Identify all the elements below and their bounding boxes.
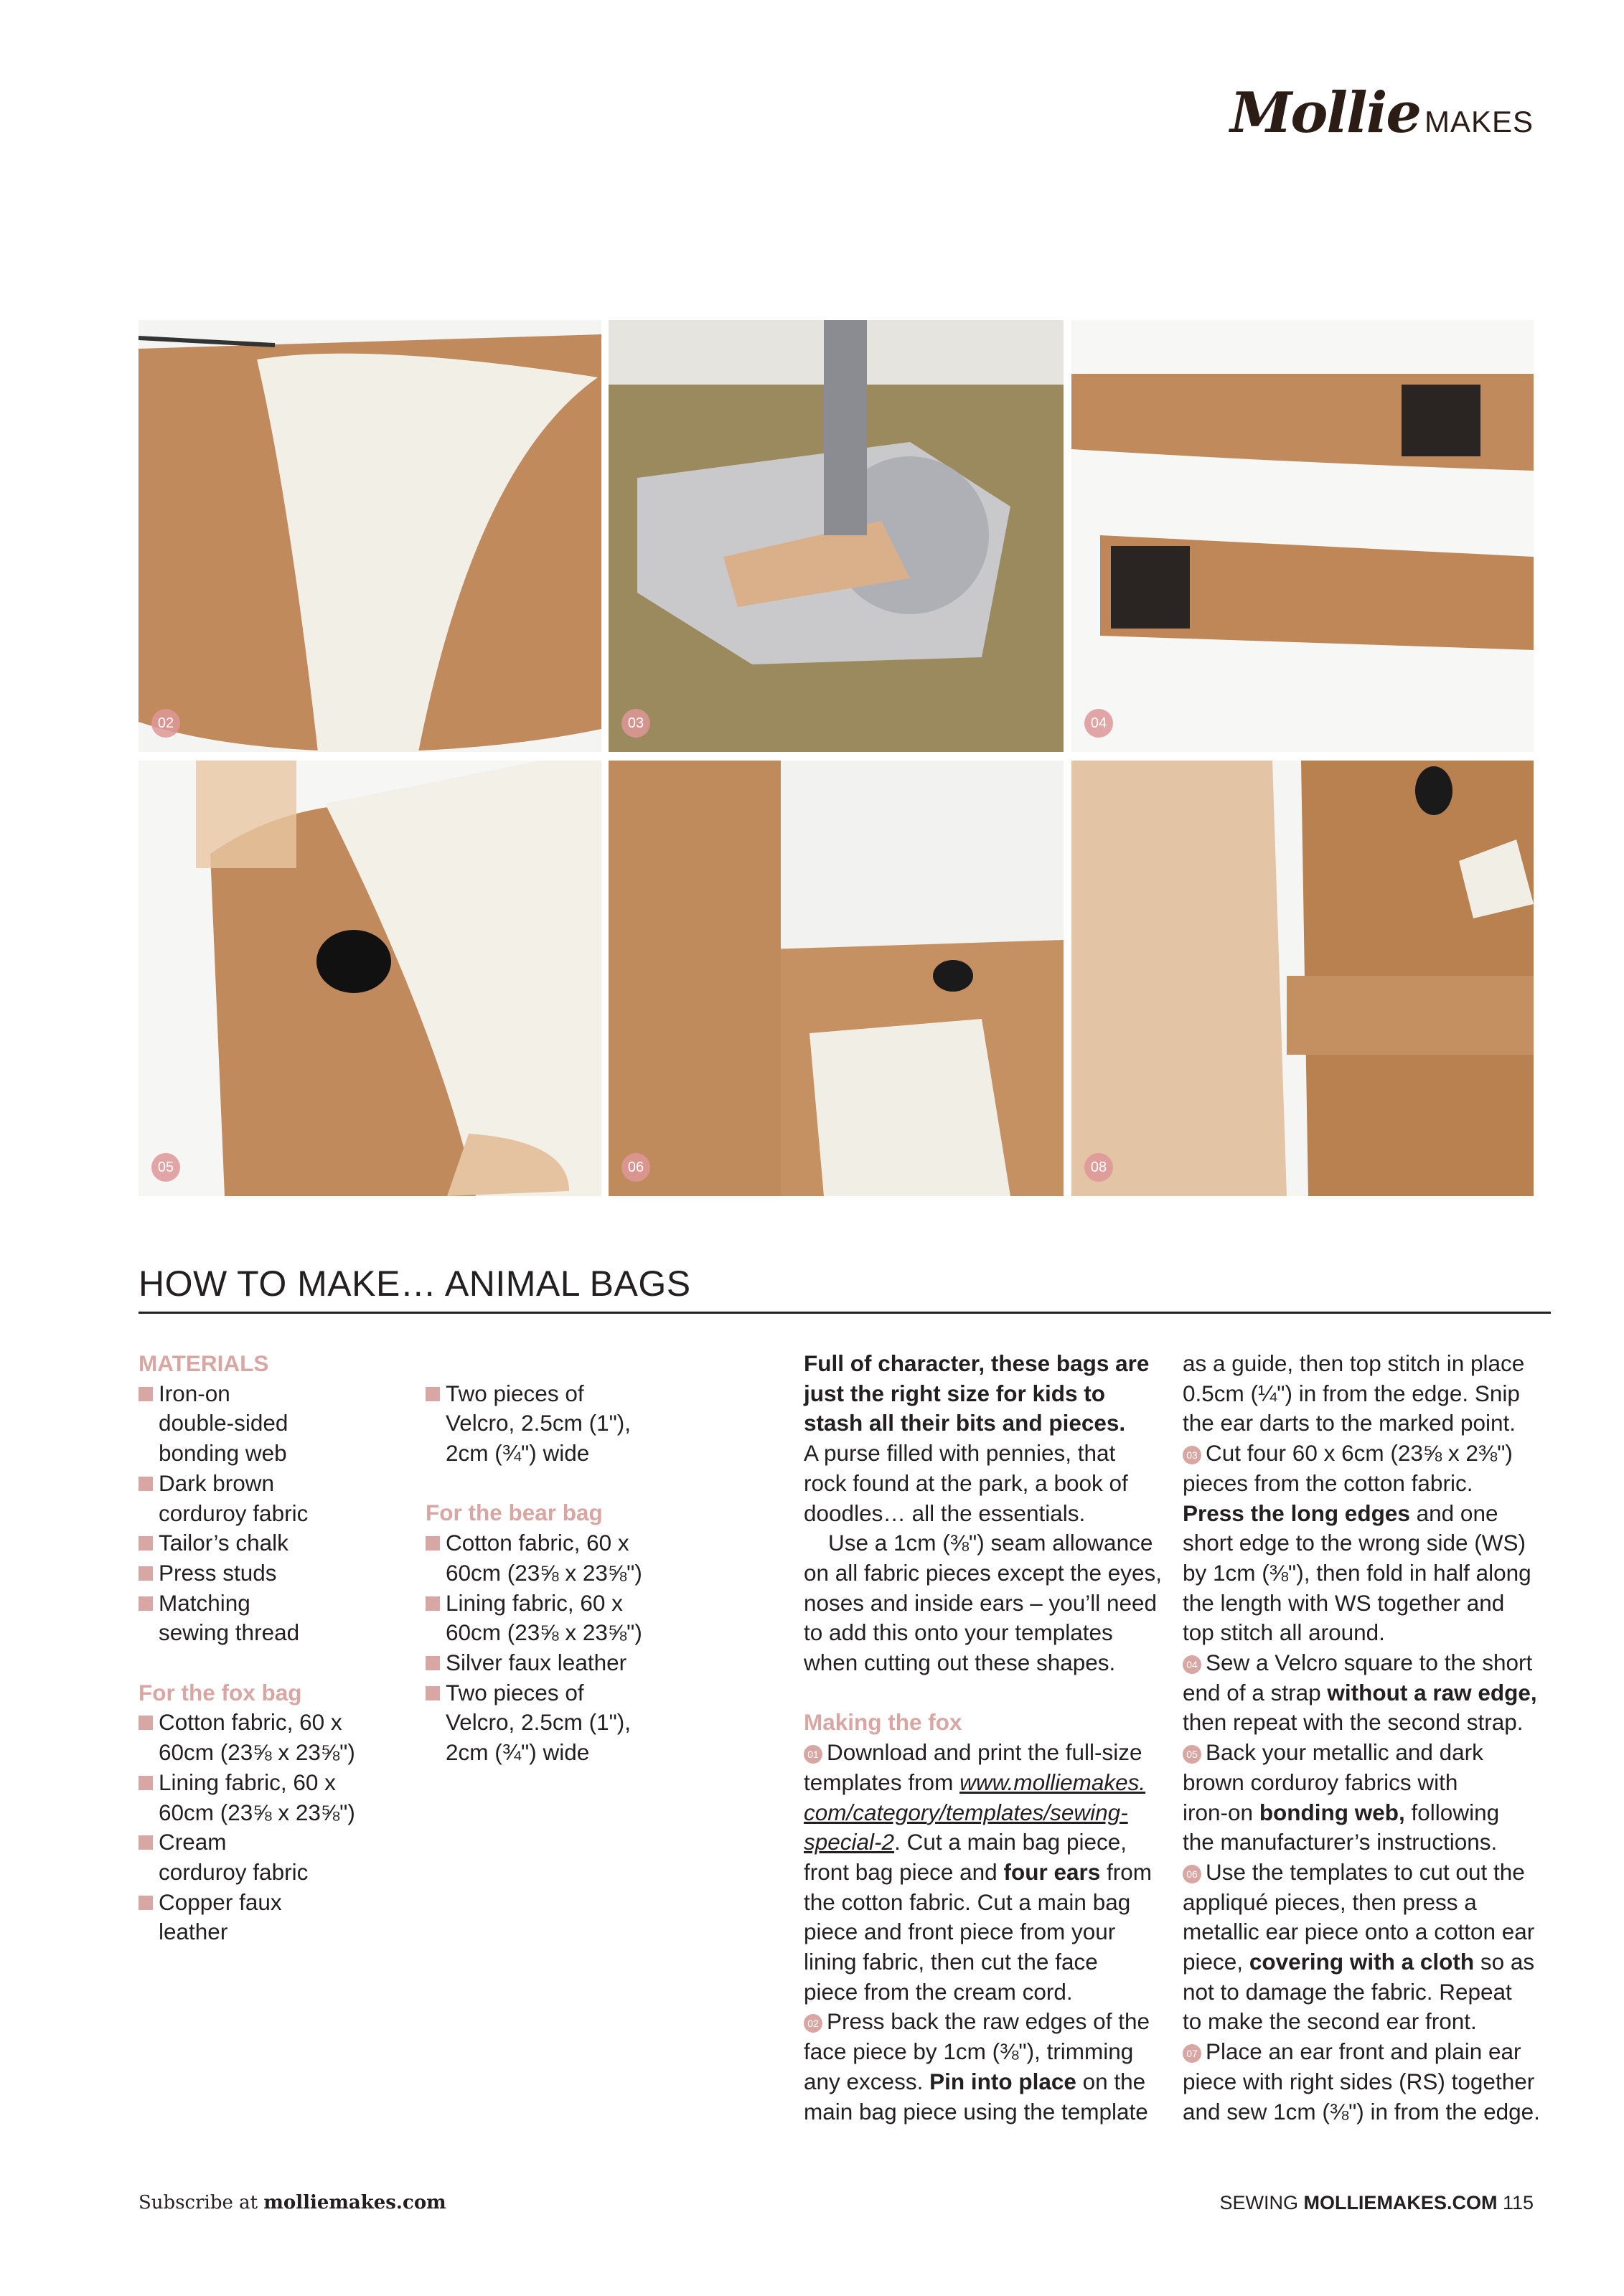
step-number-icon: 07 [1183, 2044, 1201, 2063]
photo-step-06 [609, 761, 1064, 1196]
instructions-column-2: as a guide, then top stitch in place 0.5cm (¼") in from the edge. Snip the ear darts to the marked point. 03 Cut four 60 x 6cm (23⅝ x 2⅜") pieces from the cotton fabric. Press the long edges and one short edge to the wrong side (WS) by 1cm (⅜"), then fold in half along the length with WS together and top stitch all around. 04 Sew a Velcro square to the short end of a strap without a raw edge, then repeat with the second strap. 05 Back your metallic and dark brown corduroy fabrics with iron-on bonding web, following the manufacturer’s instructions. 06 Use the templates to cut out the appliqué pieces, then press a metallic ear piece onto a cotton ear piece, covering with a cloth so as not to damage the fabric. Repeat to make the second ear front. 07 Place an ear front and plain ear piece with right sides (RS) together and sew 1cm (⅜") in from the edge. [1183, 1349, 1556, 2127]
footer-site-link[interactable]: molliemakes.com [263, 2192, 446, 2213]
materials-title: MATERIALS [139, 1350, 269, 1376]
step-02: 02 Press back the raw edges of the face piece by 1cm (⅜"), trimming any excess. Pin into place on the main bag piece using the template [804, 2008, 1150, 2125]
step-number-icon: 01 [804, 1745, 822, 1764]
intro-seam: Use a 1cm (⅜") seam allowance on all fabric pieces except the eyes, noses and inside ears – you’ll need to add this onto your templates when cutting out these shapes. [804, 1530, 1163, 1676]
step-number-icon: 06 [1183, 1865, 1201, 1883]
step-06: 06 Use the templates to cut out the appliqué pieces, then press a metallic ear piece onto a cotton ear piece, covering with a cloth so as not to damage the fabric. Repeat to make the second ear front. [1183, 1858, 1535, 2035]
logo-word: MAKES [1424, 105, 1534, 138]
photo-number: 03 [621, 709, 650, 738]
list-item: Tailor’s chalk [139, 1528, 418, 1558]
making-title: Making the fox [804, 1709, 962, 1736]
intro-lead: Full of character, these bags are just the right size for kids to stash all their bits and pieces. [804, 1350, 1150, 1436]
step-05: 05 Back your metallic and dark brown corduroy fabrics with iron-on bonding web, following the manufacturer’s instructions. [1183, 1739, 1500, 1855]
list-item: Lining fabric, 60 x 60cm (23⅝ x 23⅝") [426, 1589, 705, 1648]
step-number-icon: 03 [1183, 1446, 1201, 1464]
list-item: Cotton fabric, 60 x 60cm (23⅝ x 23⅝") [426, 1528, 705, 1588]
list-item: Copper faux leather [139, 1888, 418, 1947]
list-item: Press studs [139, 1558, 418, 1589]
step-number-icon: 04 [1183, 1655, 1201, 1674]
step-07: 07 Place an ear front and plain ear piece with right sides (RS) together and sew 1cm (⅜") in from the edge. [1183, 2038, 1540, 2125]
intro-body: A purse filled with pennies, that rock found at the park, a book of doodles… all the essentials. [804, 1440, 1128, 1526]
footer-subscribe: Subscribe at molliemakes.com [139, 2192, 446, 2213]
photo-step-03 [609, 320, 1064, 752]
fox-extra-list [426, 1379, 705, 1469]
list-item: Two pieces of Velcro, 2.5cm (1"), 2cm (¾") wide [426, 1379, 705, 1469]
photo-step-02 [139, 320, 601, 752]
list-item: Cream corduroy fabric [139, 1827, 418, 1887]
fox-bag-title: For the fox bag [139, 1679, 302, 1705]
bear-bag-title: For the bear bag [426, 1500, 603, 1526]
materials-column-1 [139, 1349, 418, 1947]
list-item: Dark brown corduroy fabric [139, 1469, 418, 1528]
materials-list [139, 1379, 418, 1648]
heading-rule [139, 1312, 1551, 1314]
photo-step-05 [139, 761, 601, 1196]
step-number-icon: 02 [804, 2014, 822, 2033]
materials-column-2 [426, 1349, 705, 1768]
fox-materials-list [139, 1708, 418, 1947]
photo-number: 05 [151, 1153, 180, 1182]
list-item: Cotton fabric, 60 x 60cm (23⅝ x 23⅝") [139, 1708, 418, 1767]
list-item: Lining fabric, 60 x 60cm (23⅝ x 23⅝") [139, 1768, 418, 1827]
list-item: Matching sewing thread [139, 1589, 418, 1648]
photo-step-08 [1071, 761, 1534, 1196]
templates-link[interactable]: www.molliemakes. [959, 1769, 1146, 1795]
section-heading: HOW TO MAKE… ANIMAL BAGS [139, 1264, 691, 1304]
step-04: 04 Sew a Velcro square to the short end of a strap without a raw edge, then repeat with the second strap. [1183, 1650, 1537, 1736]
step-number-icon: 05 [1183, 1745, 1201, 1764]
logo-script: Mollie [1230, 80, 1420, 146]
list-item: Iron-on double-sided bonding web [139, 1379, 418, 1469]
bear-materials-list [426, 1528, 705, 1768]
instructions-column-1 [804, 1349, 1163, 2127]
page-number: 115 [1497, 2192, 1534, 2213]
step-01: 01 Download and print the full-size templates from www.molliemakes. com/category/templates/sewing- special-2. Cut a main bag piece, front bag piece and four ears from the cotton fabric. Cut a main bag piece and front piece from your lining fabric, then cut the face piece from the cream cord. [804, 1739, 1153, 2005]
photo-number: 06 [621, 1153, 650, 1182]
footer-page-info: SEWING MOLLIEMAKES.COM 115 [1219, 2192, 1534, 2213]
step-03: 03 Cut four 60 x 6cm (23⅝ x 2⅜") pieces from the cotton fabric. Press the long edges and one short edge to the wrong side (WS) by 1cm (⅜"), then fold in half along the length with WS together and top stitch all around. [1183, 1440, 1531, 1646]
photo-step-04 [1071, 320, 1534, 752]
templates-link[interactable]: special-2 [804, 1829, 895, 1855]
photo-number: 04 [1084, 709, 1113, 738]
photo-number: 08 [1084, 1153, 1113, 1182]
templates-link[interactable]: com/category/templates/sewing- [804, 1799, 1128, 1825]
photo-number: 02 [151, 709, 180, 738]
list-item: Two pieces of Velcro, 2.5cm (1"), 2cm (¾") wide [426, 1678, 705, 1768]
list-item: Silver faux leather [426, 1648, 705, 1678]
brand-logo [1230, 80, 1534, 146]
